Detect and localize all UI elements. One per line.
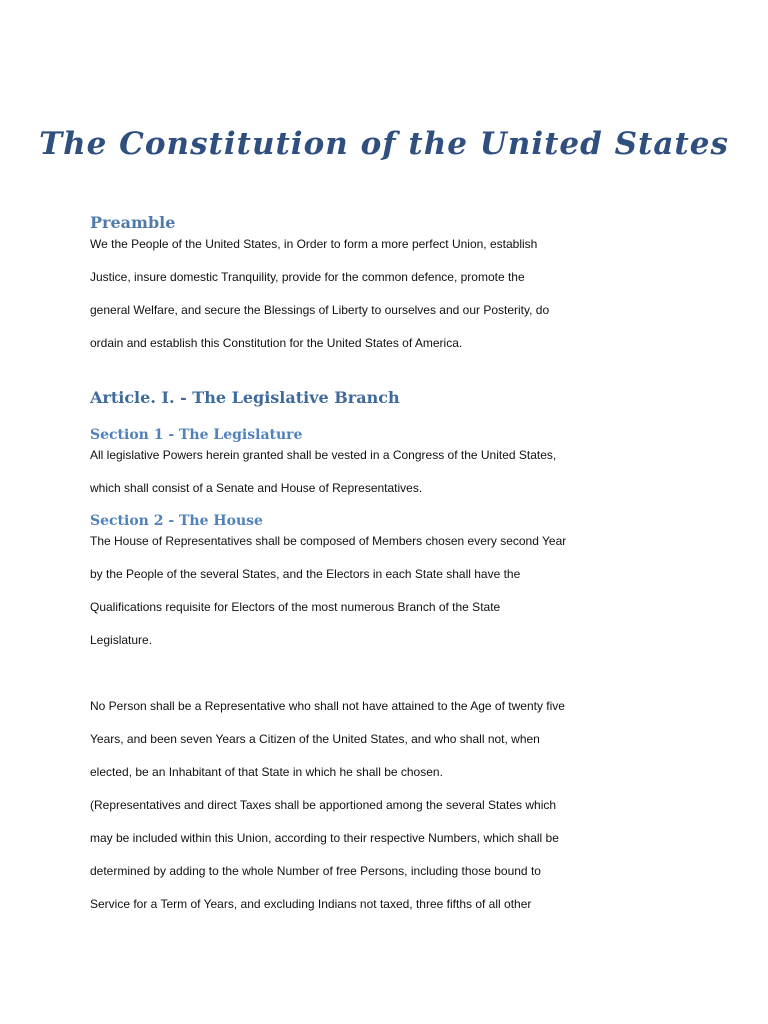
text-line: ordain and establish this Constitution for the United States of America. (90, 336, 463, 350)
text-line: which shall consist of a Senate and House of Representatives. (90, 481, 423, 495)
text-line: All legislative Powers herein granted shall be vested in a Congress of the United States, (90, 448, 557, 462)
text-line: Years, and been seven Years a Citizen of the United States, and who shall not, when (90, 732, 540, 746)
document-title: The Constitution of the United States (39, 126, 729, 162)
document-body (90, 212, 670, 927)
paragraph-spacer (90, 663, 670, 696)
text-line: Justice, insure domestic Tranquility, provide for the common defence, promote the (90, 270, 525, 284)
text-line: elected, be an Inhabitant of that State in which he shall be chosen. (90, 765, 443, 779)
section-2-paragraph-1 (90, 531, 670, 663)
article-heading: Article. I. - The Legislative Branch (90, 388, 400, 407)
text-line: determined by adding to the whole Number of free Persons, including those bound to (90, 864, 541, 878)
section-2-heading: Section 2 - The House (90, 513, 263, 529)
text-line: No Person shall be a Representative who shall not have attained to the Age of twenty five (90, 699, 565, 713)
text-line: by the People of the several States, and the Electors in each State shall have the (90, 567, 521, 581)
text-line: The House of Representatives shall be composed of Members chosen every second Year (90, 534, 567, 548)
text-line: Service for a Term of Years, and excluding Indians not taxed, three fifths of all other (90, 897, 532, 911)
section-1-paragraph (90, 445, 670, 511)
section-2-paragraph-2 (90, 696, 670, 927)
section-1-heading: Section 1 - The Legislature (90, 427, 303, 443)
text-line: Qualifications requisite for Electors of the most numerous Branch of the State (90, 600, 501, 614)
text-line: general Welfare, and secure the Blessings of Liberty to ourselves and our Posterity, do (90, 303, 550, 317)
text-line: Legislature. (90, 633, 153, 647)
text-line: may be included within this Union, according to their respective Numbers, which shall be (90, 831, 559, 845)
text-line: We the People of the United States, in Order to form a more perfect Union, establish (90, 237, 538, 251)
text-line: (Representatives and direct Taxes shall be apportioned among the several States which (90, 798, 557, 812)
preamble-paragraph (90, 234, 670, 366)
preamble-heading: Preamble (90, 213, 176, 232)
